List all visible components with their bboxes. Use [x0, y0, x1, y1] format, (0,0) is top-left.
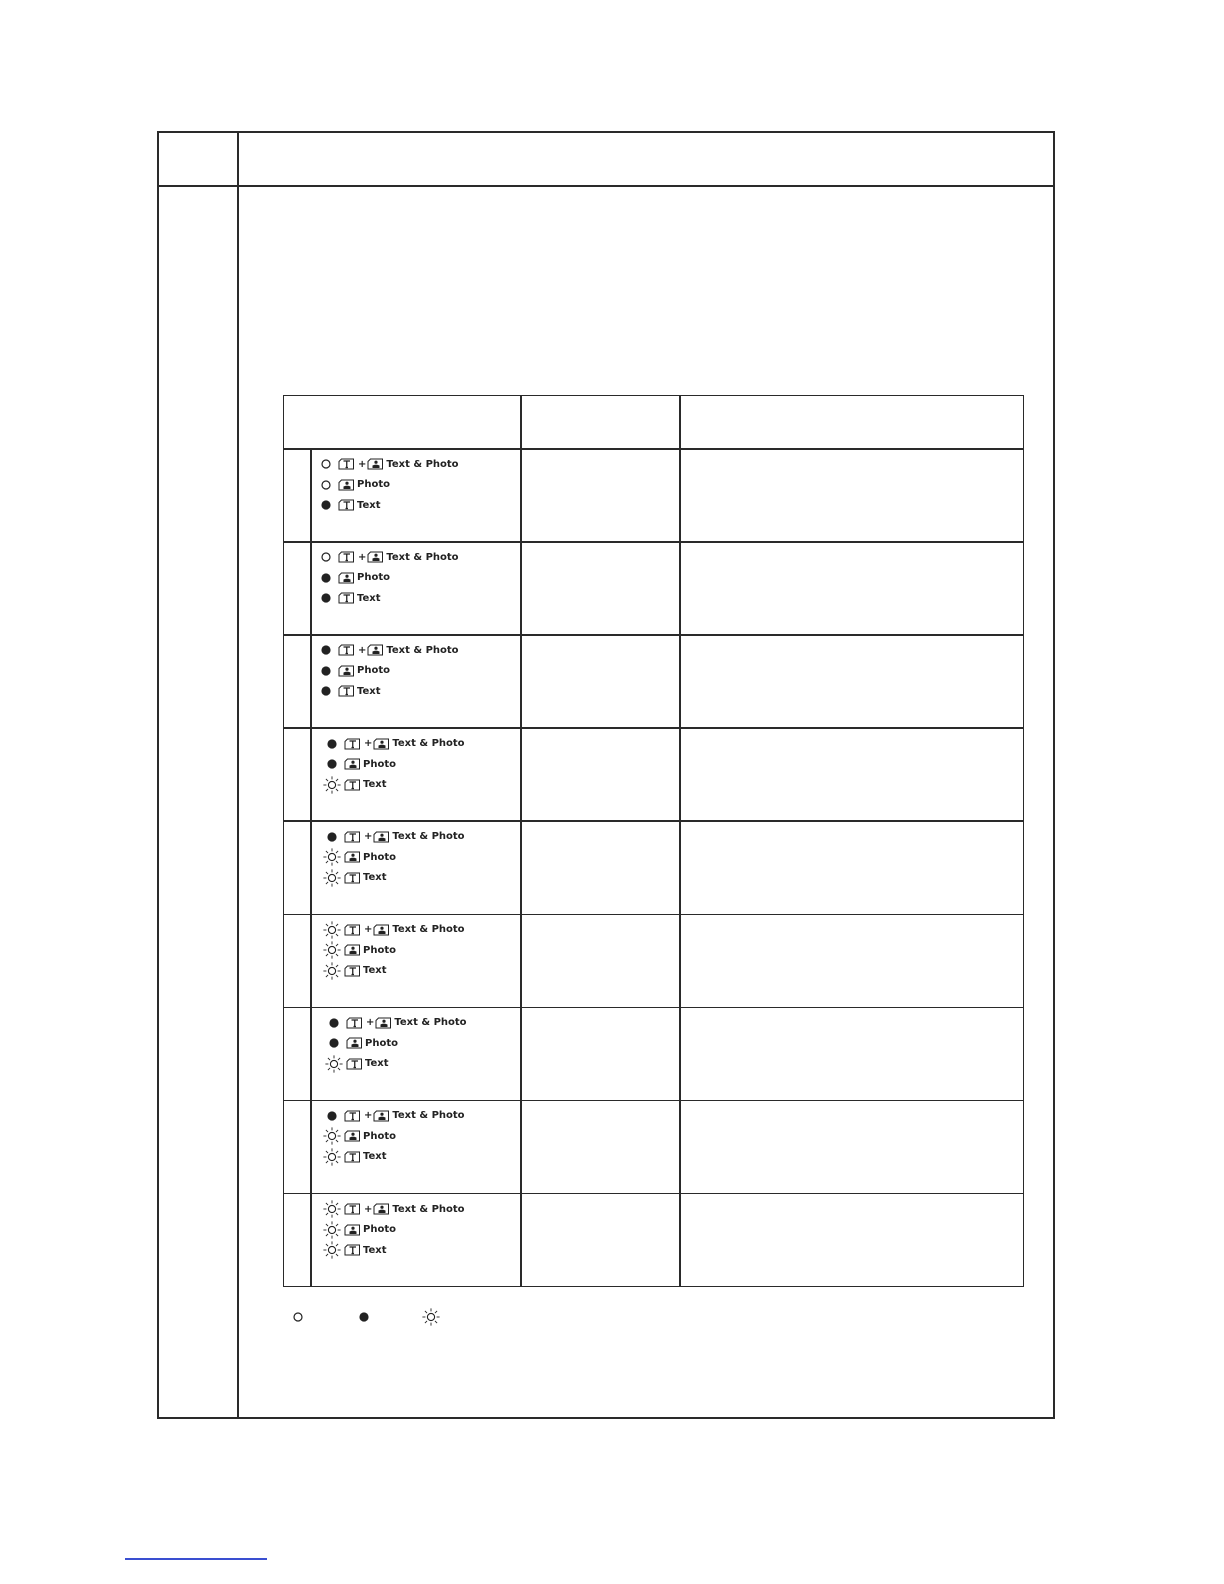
- text-document-icon: [344, 831, 361, 843]
- indicator-on-icon: [324, 1013, 344, 1033]
- mode-label: Photo: [365, 1037, 398, 1049]
- text-document-icon: [338, 644, 355, 656]
- mode-indicator-text-photo: [322, 1199, 465, 1220]
- photo-document-icon: [338, 479, 355, 491]
- table-row: [322, 920, 465, 982]
- indicator-on-icon: [322, 754, 342, 774]
- mode-label: Text & Photo: [386, 551, 459, 563]
- indicator-blink-icon: [322, 920, 342, 940]
- plus-sign: +: [358, 551, 367, 563]
- mode-indicator-text: [322, 867, 465, 888]
- mode-label: Text & Photo: [392, 924, 465, 936]
- plus-sign: +: [364, 1110, 373, 1122]
- indicator-on-icon: [324, 1033, 344, 1053]
- mode-label: Text & Photo: [386, 644, 459, 656]
- indicator-blink-icon: [322, 940, 342, 960]
- indicator-on-icon: [316, 588, 336, 608]
- indicator-on-icon: [316, 661, 336, 681]
- mode-label: Text: [363, 965, 387, 977]
- text-document-icon: [338, 551, 355, 563]
- legend-indicator-blink-icon: [421, 1307, 441, 1327]
- mode-label: Text: [357, 499, 381, 511]
- text-document-icon: [338, 458, 355, 470]
- table-row-divider: [284, 634, 1023, 636]
- table-row: [322, 826, 465, 888]
- mode-indicator-photo: [322, 1126, 465, 1147]
- mode-label: Photo: [363, 944, 396, 956]
- mode-label: Text & Photo: [392, 1110, 465, 1122]
- indicator-blink-icon: [322, 1220, 342, 1240]
- indicator-off-icon: [316, 454, 336, 474]
- text-document-icon: [344, 738, 361, 750]
- photo-document-icon: [344, 851, 361, 863]
- indicator-blink-icon: [322, 1126, 342, 1146]
- mode-indicator-text-photo: [324, 1013, 467, 1034]
- table-row-divider: [284, 1007, 1023, 1009]
- plus-sign: +: [364, 738, 373, 750]
- mode-indicator-text-photo: [316, 454, 459, 475]
- mode-indicator-text: [316, 495, 459, 516]
- photo-document-icon: [367, 551, 384, 563]
- indicator-blink-icon: [322, 847, 342, 867]
- mode-indicator-text-photo: [322, 733, 465, 754]
- mode-label: Photo: [363, 758, 396, 770]
- indicator-on-icon: [316, 495, 336, 515]
- table-row-divider: [284, 727, 1023, 729]
- table-row: [324, 1013, 467, 1075]
- mode-label: Text: [365, 1058, 389, 1070]
- indicator-blink-icon: [322, 868, 342, 888]
- table-row: [322, 1106, 465, 1168]
- plus-sign: +: [358, 644, 367, 656]
- photo-document-icon: [373, 1110, 390, 1122]
- legend-indicator-off-icon: [288, 1307, 308, 1327]
- mode-label: Text & Photo: [386, 458, 459, 470]
- photo-document-icon: [346, 1037, 363, 1049]
- indicator-on-icon: [316, 568, 336, 588]
- mode-label: Text & Photo: [392, 1203, 465, 1215]
- indicator-blink-icon: [322, 775, 342, 795]
- photo-document-icon: [344, 944, 361, 956]
- photo-document-icon: [373, 831, 390, 843]
- table-row-divider: [284, 541, 1023, 543]
- mode-label: Photo: [357, 572, 390, 584]
- photo-document-icon: [344, 1224, 361, 1236]
- mode-label: Text: [363, 1151, 387, 1163]
- frame-column-divider: [237, 133, 239, 1417]
- text-document-icon: [344, 779, 361, 791]
- photo-document-icon: [367, 458, 384, 470]
- table-row-divider: [284, 820, 1023, 822]
- text-document-icon: [344, 924, 361, 936]
- mode-indicator-text: [322, 1147, 465, 1168]
- mode-label: Text: [363, 779, 387, 791]
- mode-indicator-photo: [324, 1033, 467, 1054]
- legend-indicator-on-icon: [354, 1307, 374, 1327]
- photo-document-icon: [338, 572, 355, 584]
- indicator-on-icon: [322, 734, 342, 754]
- mode-label: Text: [363, 1244, 387, 1256]
- indicator-blink-icon: [322, 1199, 342, 1219]
- plus-sign: +: [364, 924, 373, 936]
- table-column-divider: [679, 396, 681, 1286]
- mode-indicator-text-photo: [316, 640, 459, 661]
- indicator-off-icon: [316, 547, 336, 567]
- footer-rule: [125, 1558, 267, 1560]
- mode-label: Photo: [363, 851, 396, 863]
- indicator-blink-icon: [322, 1240, 342, 1260]
- mode-label: Photo: [357, 479, 390, 491]
- table-row: [322, 1199, 465, 1261]
- mode-label: Text & Photo: [392, 738, 465, 750]
- photo-document-icon: [375, 1017, 392, 1029]
- text-document-icon: [338, 592, 355, 604]
- plus-sign: +: [364, 831, 373, 843]
- table-row: [316, 547, 459, 609]
- text-document-icon: [346, 1017, 363, 1029]
- mode-label: Photo: [363, 1224, 396, 1236]
- photo-document-icon: [367, 644, 384, 656]
- mode-label: Text: [363, 872, 387, 884]
- mode-label: Photo: [363, 1130, 396, 1142]
- mode-indicator-text-photo: [316, 547, 459, 568]
- photo-document-icon: [344, 758, 361, 770]
- mode-indicator-photo: [316, 568, 459, 589]
- plus-sign: +: [366, 1017, 375, 1029]
- photo-document-icon: [338, 665, 355, 677]
- indicator-on-icon: [316, 681, 336, 701]
- mode-indicator-text: [322, 1240, 465, 1261]
- mode-indicator-photo: [322, 1219, 465, 1240]
- mode-indicator-text-photo: [322, 1106, 465, 1127]
- mode-label: Photo: [357, 665, 390, 677]
- mode-indicator-photo: [316, 661, 459, 682]
- table-row-divider: [284, 914, 1023, 916]
- photo-document-icon: [373, 924, 390, 936]
- indicator-blink-icon: [322, 1147, 342, 1167]
- mode-indicator-text-photo: [322, 826, 465, 847]
- table-column-divider: [520, 396, 522, 1286]
- mode-indicator-photo: [322, 847, 465, 868]
- mode-indicator-text: [316, 588, 459, 609]
- mode-indicator-photo: [316, 475, 459, 496]
- photo-document-icon: [373, 1203, 390, 1215]
- mode-indicator-text: [316, 681, 459, 702]
- indicator-blink-icon: [324, 1054, 344, 1074]
- table-row: [316, 454, 459, 516]
- plus-sign: +: [358, 458, 367, 470]
- indicator-table: [283, 395, 1024, 1287]
- mode-indicator-text: [322, 961, 465, 982]
- plus-sign: +: [364, 1203, 373, 1215]
- table-row: [322, 733, 465, 795]
- mode-label: Text & Photo: [394, 1017, 467, 1029]
- text-document-icon: [344, 1151, 361, 1163]
- text-document-icon: [338, 499, 355, 511]
- text-document-icon: [344, 1244, 361, 1256]
- indicator-on-icon: [322, 827, 342, 847]
- table-row: [316, 640, 459, 702]
- photo-document-icon: [373, 738, 390, 750]
- table-number-column-divider: [310, 448, 312, 1286]
- mode-label: Text: [357, 592, 381, 604]
- text-document-icon: [344, 1110, 361, 1122]
- mode-label: Text: [357, 685, 381, 697]
- mode-indicator-text: [322, 774, 465, 795]
- table-row-divider: [284, 1193, 1023, 1195]
- mode-indicator-text: [324, 1054, 467, 1075]
- indicator-off-icon: [316, 475, 336, 495]
- photo-document-icon: [344, 1130, 361, 1142]
- frame-header-divider: [159, 185, 1053, 187]
- indicator-blink-icon: [322, 961, 342, 981]
- text-document-icon: [338, 685, 355, 697]
- text-document-icon: [344, 965, 361, 977]
- mode-indicator-photo: [322, 754, 465, 775]
- table-row-divider: [284, 1100, 1023, 1102]
- text-document-icon: [346, 1058, 363, 1070]
- mode-indicator-photo: [322, 940, 465, 961]
- indicator-on-icon: [316, 640, 336, 660]
- table-row-divider: [284, 448, 1023, 450]
- text-document-icon: [344, 872, 361, 884]
- indicator-on-icon: [322, 1106, 342, 1126]
- text-document-icon: [344, 1203, 361, 1215]
- mode-label: Text & Photo: [392, 831, 465, 843]
- mode-indicator-text-photo: [322, 920, 465, 941]
